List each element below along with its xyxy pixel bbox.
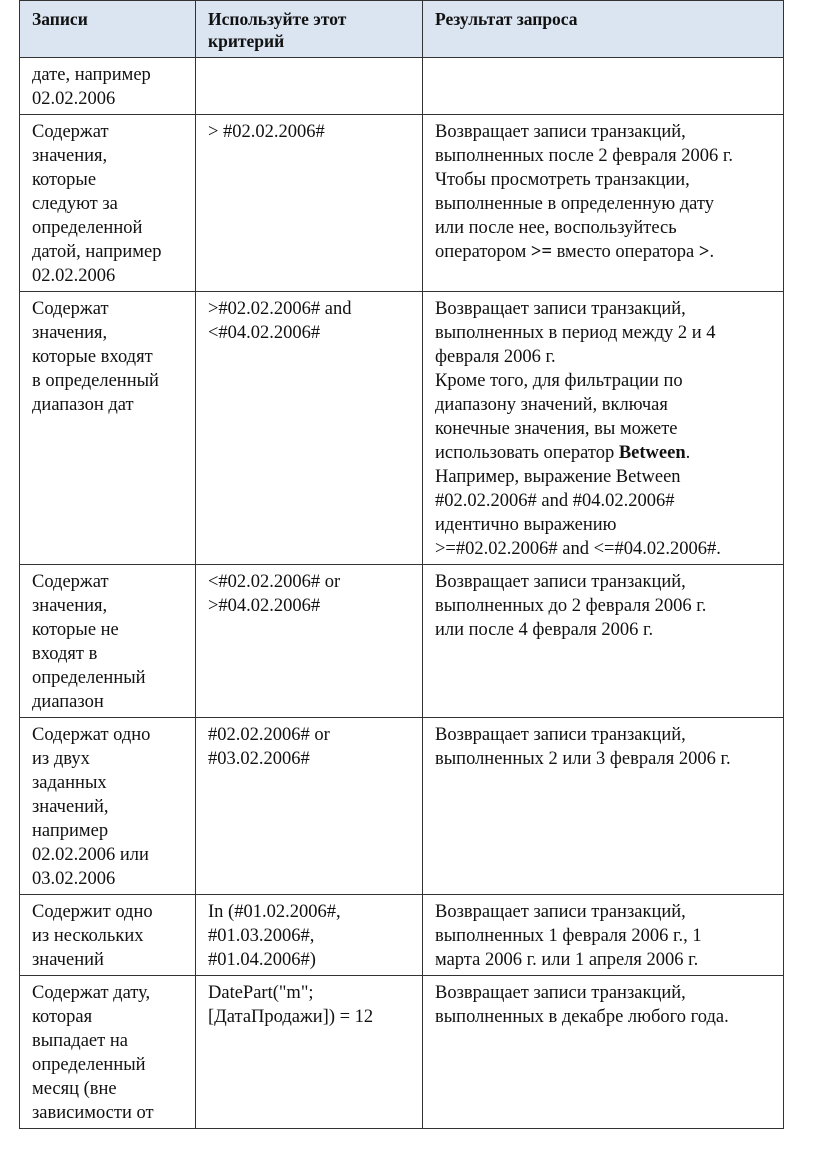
cell-line: которые не: [32, 620, 119, 640]
cell-line: >=#02.02.2006# and <=#04.02.2006#.: [435, 539, 721, 559]
cell-records: [20, 115, 196, 292]
cell-line: выполненные в определенную дату: [435, 194, 715, 214]
cell-line: определенный: [32, 1055, 146, 1075]
cell-line: февраля 2006 г.: [435, 347, 556, 367]
cell-records: [20, 718, 196, 895]
cell-line: месяц (вне: [32, 1079, 117, 1099]
cell-line: [ДатаПродажи]) = 12: [208, 1007, 374, 1027]
cell-line: выполненных после 2 февраля 2006 г.: [435, 146, 733, 166]
cell-line: Чтобы просмотреть транзакции,: [435, 170, 690, 190]
cell-line: 02.02.2006: [32, 266, 116, 286]
cell-criterion: [196, 718, 423, 895]
cell-line: выполненных в декабре любого года.: [435, 1007, 729, 1027]
cell-line: входят в: [32, 644, 98, 664]
table-row: [20, 58, 784, 115]
cell-line: Содержат: [32, 299, 109, 319]
cell-result: [423, 115, 784, 292]
cell-line: значений: [32, 950, 104, 970]
cell-line: значений,: [32, 797, 109, 817]
cell-line: значения,: [32, 596, 108, 616]
text-segment: оператором: [435, 242, 531, 262]
cell-line: >#04.02.2006#: [208, 596, 321, 616]
cell-line: Возвращает записи транзакций,: [435, 122, 686, 142]
cell-line: Возвращает записи транзакций,: [435, 299, 686, 319]
header-result: [423, 1, 784, 58]
cell-line: [435, 240, 771, 264]
header-row: [20, 1, 784, 58]
cell-line: значения,: [32, 146, 108, 166]
cell-criterion: [196, 565, 423, 718]
header-line: Результат запроса: [435, 9, 578, 29]
cell-line: > #02.02.2006#: [208, 122, 325, 142]
cell-line: например: [32, 821, 109, 841]
text-segment: вместо оператора: [552, 242, 699, 262]
header-criterion: [196, 1, 423, 58]
cell-line: выполненных в период между 2 и 4: [435, 323, 716, 343]
cell-criterion: [196, 115, 423, 292]
cell-line: или после 4 февраля 2006 г.: [435, 620, 654, 640]
text-segment: .: [685, 443, 691, 463]
criteria-table: [19, 0, 784, 1129]
cell-line: [435, 441, 771, 465]
cell-line: конечные значения, вы можете: [435, 419, 678, 439]
table-row: [20, 976, 784, 1129]
cell-records: [20, 58, 196, 115]
cell-line: Возвращает записи транзакций,: [435, 902, 686, 922]
cell-line: Возвращает записи транзакций,: [435, 725, 686, 745]
cell-line: марта 2006 г. или 1 апреля 2006 г.: [435, 950, 699, 970]
cell-line: из двух: [32, 749, 90, 769]
cell-line: выполненных 2 или 3 февраля 2006 г.: [435, 749, 731, 769]
cell-result: [423, 292, 784, 565]
cell-line: диапазону значений, включая: [435, 395, 668, 415]
cell-line: 02.02.2006: [32, 89, 116, 109]
cell-line: Возвращает записи транзакций,: [435, 983, 686, 1003]
cell-line: #02.02.2006# or: [208, 725, 330, 745]
text-segment: .: [709, 242, 715, 262]
cell-line: заданных: [32, 773, 107, 793]
cell-criterion: [196, 292, 423, 565]
cell-line: идентично выражению: [435, 515, 617, 535]
cell-result: [423, 565, 784, 718]
cell-line: выполненных до 2 февраля 2006 г.: [435, 596, 707, 616]
cell-criterion: [196, 895, 423, 976]
cell-line: диапазон: [32, 692, 104, 712]
header-records: [20, 1, 196, 58]
cell-line: датой, например: [32, 242, 162, 262]
cell-line: 03.02.2006: [32, 869, 116, 889]
cell-result: [423, 718, 784, 895]
cell-line: Например, выражение Between: [435, 467, 681, 487]
cell-line: в определенный: [32, 371, 159, 391]
cell-result: [423, 58, 784, 115]
operator-text: >: [698, 242, 710, 262]
cell-result: [423, 895, 784, 976]
cell-line: из нескольких: [32, 926, 144, 946]
cell-line: следуют за: [32, 194, 118, 214]
cell-line: Содержит одно: [32, 902, 153, 922]
text-segment: использовать оператор: [435, 443, 619, 463]
cell-line: <#04.02.2006#: [208, 323, 321, 343]
table-row: [20, 292, 784, 565]
cell-line: #02.02.2006# and #04.02.2006#: [435, 491, 675, 511]
cell-line: зависимости от: [32, 1103, 154, 1123]
cell-line: <#02.02.2006# or: [208, 572, 341, 592]
cell-line: выполненных 1 февраля 2006 г., 1: [435, 926, 702, 946]
cell-line: In (#01.02.2006#,: [208, 902, 341, 922]
cell-line: 02.02.2006 или: [32, 845, 149, 865]
header-line: критерий: [208, 31, 285, 51]
operator-text: >=: [530, 242, 553, 262]
cell-records: [20, 976, 196, 1129]
cell-line: #01.04.2006#): [208, 950, 316, 970]
cell-line: выпадает на: [32, 1031, 128, 1051]
table-row: [20, 565, 784, 718]
table-row: [20, 115, 784, 292]
cell-records: [20, 895, 196, 976]
cell-line: которые: [32, 170, 97, 190]
cell-line: Содержат одно: [32, 725, 151, 745]
cell-records: [20, 292, 196, 565]
cell-line: которые входят: [32, 347, 153, 367]
table-row: [20, 895, 784, 976]
cell-result: [423, 976, 784, 1129]
header-line: Используйте этот: [208, 9, 347, 29]
cell-line: Содержат: [32, 122, 109, 142]
header-line: Записи: [32, 9, 88, 29]
table-row: [20, 718, 784, 895]
cell-line: которая: [32, 1007, 93, 1027]
cell-criterion: [196, 976, 423, 1129]
operator-text: Between: [618, 443, 686, 463]
cell-line: Содержат: [32, 572, 109, 592]
cell-line: диапазон дат: [32, 395, 134, 415]
cell-criterion: [196, 58, 423, 115]
cell-line: Кроме того, для фильтрации по: [435, 371, 683, 391]
cell-line: определенной: [32, 218, 143, 238]
cell-line: Содержат дату,: [32, 983, 151, 1003]
cell-line: #01.03.2006#,: [208, 926, 315, 946]
cell-line: >#02.02.2006# and: [208, 299, 352, 319]
cell-line: или после нее, воспользуйтесь: [435, 218, 677, 238]
cell-line: определенный: [32, 668, 146, 688]
cell-records: [20, 565, 196, 718]
cell-line: Возвращает записи транзакций,: [435, 572, 686, 592]
cell-line: #03.02.2006#: [208, 749, 310, 769]
cell-line: дате, например: [32, 65, 151, 85]
cell-line: значения,: [32, 323, 108, 343]
cell-line: DatePart("m";: [208, 983, 314, 1003]
